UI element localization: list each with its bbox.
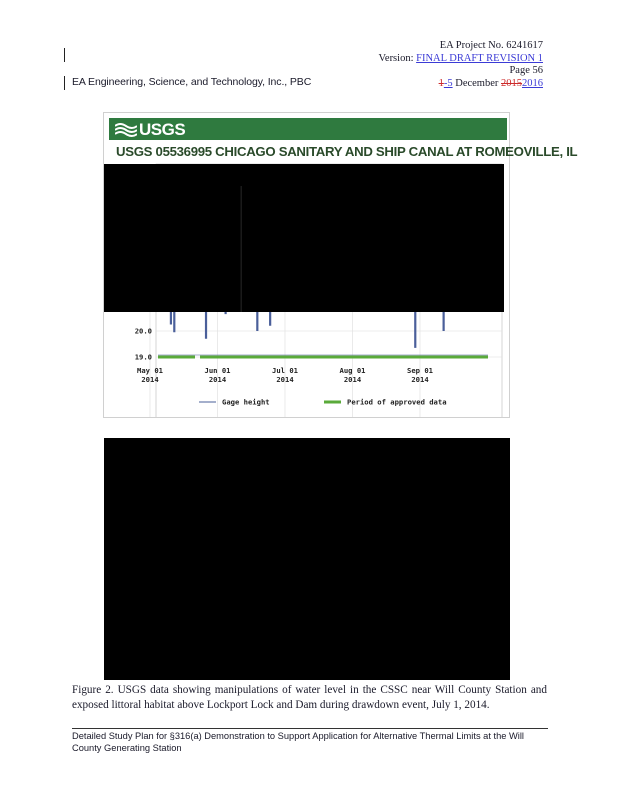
x-tick-year: 2014 xyxy=(141,375,159,384)
x-tick-year: 2014 xyxy=(343,375,362,384)
page-footer xyxy=(72,731,542,754)
figure-caption: Figure 2. USGS data showing manipulations of water level in the CSSC near Will County Station and exposed littoral habitat above Lockport Lock and Dam during drawdown event, July 1, 2014. xyxy=(72,684,547,711)
version-line: Version: FINAL DRAFT REVISION 1 xyxy=(378,52,543,64)
date-month: December xyxy=(455,77,499,89)
legend-approved-label: Period of approved data xyxy=(347,397,447,407)
x-tick-year: 2014 xyxy=(208,375,227,384)
x-tick-label: Jun 01 xyxy=(204,366,231,375)
project-number: EA Project No. 6241617 xyxy=(439,40,543,51)
date-new-year: 2016 xyxy=(522,77,543,89)
redacted-region xyxy=(104,164,504,312)
usgs-logo: USGS xyxy=(115,120,185,140)
redacted-photo xyxy=(104,438,510,680)
legend-gage-label: Gage height xyxy=(222,397,270,407)
x-tick-year: 2014 xyxy=(276,375,294,384)
y-tick-label: 20.0 xyxy=(134,326,152,336)
footer-line-2: County Generating Station xyxy=(72,742,182,753)
footer-rule xyxy=(72,728,548,729)
y-tick-label: 19.0 xyxy=(134,352,152,362)
page-header xyxy=(378,40,543,90)
x-tick-year: 2014 xyxy=(411,375,429,384)
footer-line-1: Detailed Study Plan for §316(a) Demonstration to Support Application for Alternative Thermal Limits at the Will xyxy=(72,731,524,741)
date-struck-year: 2015 xyxy=(501,77,522,89)
usgs-figure xyxy=(104,113,578,417)
version-value: FINAL DRAFT REVISION 1 xyxy=(416,52,543,64)
x-tick-label: Sep 01 xyxy=(407,366,433,375)
company-name: EA Engineering, Science, and Technology, Inc., PBC xyxy=(72,76,312,88)
change-bar xyxy=(64,76,65,90)
x-tick-label: May 01 xyxy=(137,366,163,375)
date-line xyxy=(378,78,543,91)
date-struck-day: 1 xyxy=(438,77,444,89)
x-tick-label: Jul 01 xyxy=(272,366,298,375)
chart-title: USGS 05536995 CHICAGO SANITARY AND SHIP CANAL AT ROMEOVILLE, IL xyxy=(116,144,578,159)
date-new-day: -5 xyxy=(443,77,453,89)
page-number: Page 56 xyxy=(509,65,543,76)
chart-plot xyxy=(104,113,578,417)
change-bar xyxy=(64,48,65,62)
x-tick-label: Aug 01 xyxy=(339,366,366,375)
